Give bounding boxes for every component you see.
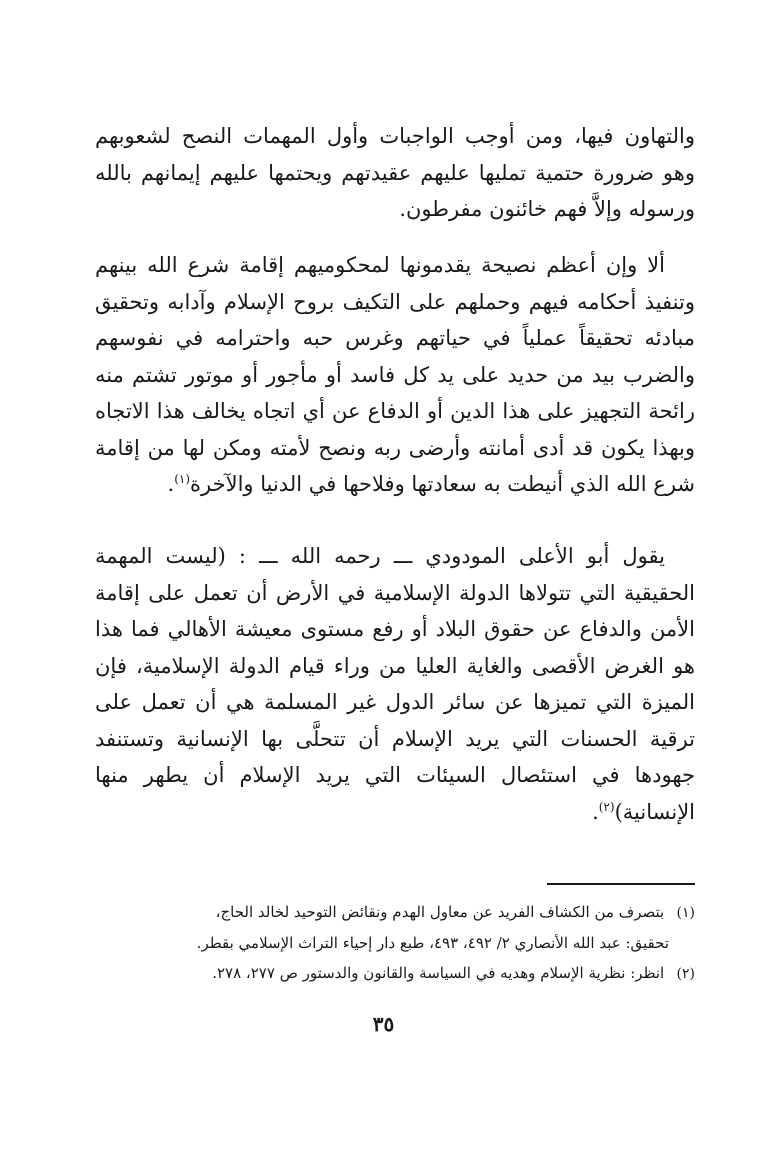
footnote-separator xyxy=(547,883,695,885)
footnote-1-line2: تحقيق: عبد الله الأنصاري ٢/ ٤٩٢، ٤٩٣، طبع دار إحياء التراث الإسلامي بقطر. xyxy=(196,934,669,952)
footnotes xyxy=(95,897,695,989)
footnote-ref-1[interactable]: (١) xyxy=(174,472,191,486)
page-number: ٣٥ xyxy=(372,1012,395,1036)
paragraph-2-text: ألا وإن أعظم نصيحة يقدمونها لمحكوميهم إقامة شرع الله بينهم وتنفيذ أحكامه فيهم وحملهم على التكيف بروح الإسلام وآدابه وتحقيق مبادئه تحقيقاً عملياً في حياتهم وغرس حبه واحترامه في نفوسهم والضرب بيد من حديد على يد كل فاسد أو مأجور أو موتور تشتم منه رائحة التجهيز على هذا الدين أو الدفاع عن أي اتجاه يخالف هذا الاتجاه وبهذا يكون قد أدى أمانته وأرضى ربه ونصح لأمته ومكن لها من إقامة شرع الله الذي أنيطت به سعادتها وفلاحها في الدنيا والآخرة xyxy=(95,253,695,496)
paragraph-1-text: والتهاون فيها، ومن أوجب الواجبات وأول المهمات النصح لشعوبهم وهو ضرورة حتمية تمليها عليهم عقيدتهم ويحتمها عليهم إيمانهم بالله ورسوله وإلاَّ فهم خائنون مفرطون. xyxy=(95,124,695,221)
paragraph-1 xyxy=(95,118,695,228)
paragraph-2-end: . xyxy=(167,472,175,496)
paragraph-3 xyxy=(95,538,695,830)
footnote-1-line1: بتصرف من الكشاف الفريد عن معاول الهدم ونقائض التوحيد لخالد الحاج، xyxy=(215,903,665,921)
paragraph-2-body xyxy=(95,247,695,503)
footnote-2-line1: انظر: نظرية الإسلام وهديه في السياسة والقانون والدستور ص ٢٧٧، ٢٧٨. xyxy=(212,964,665,982)
footnote-2-number: (٢) xyxy=(676,966,695,982)
footnote-1-number: (١) xyxy=(676,905,695,921)
paragraph-3-end: . xyxy=(592,799,599,824)
paragraph-2 xyxy=(95,247,695,503)
paragraph-3-text: يقول أبو الأعلى المودودي ـــ رحمه الله ـــ : (ليست المهمة الحقيقية التي تتولاها الدولة الإسلامية في الأرض أن تعمل على إقامة الأمن والدفاع عن حقوق البلاد أو رفع مستوى معيشة الأهالي فما هذا هو الغرض الأقصى والغاية العليا من وراء قيام الدولة الإسلامية، فإن الميزة التي تميزها عن سائر الدول غير المسلمة هي أن تعمل على ترقية الحسنات التي يريد الإسلام أن تتحلَّى بها الإنسانية وتستنفد جهودها في استئصال السيئات التي يريد الإسلام أن يطهر منها الإنسانية) xyxy=(95,544,696,824)
paragraph-3-body xyxy=(95,538,695,830)
footnote-1-continuation xyxy=(95,928,695,958)
footnote-1 xyxy=(95,897,695,928)
footnote-ref-2[interactable]: (٢) xyxy=(598,799,615,814)
footnote-2 xyxy=(95,958,695,989)
